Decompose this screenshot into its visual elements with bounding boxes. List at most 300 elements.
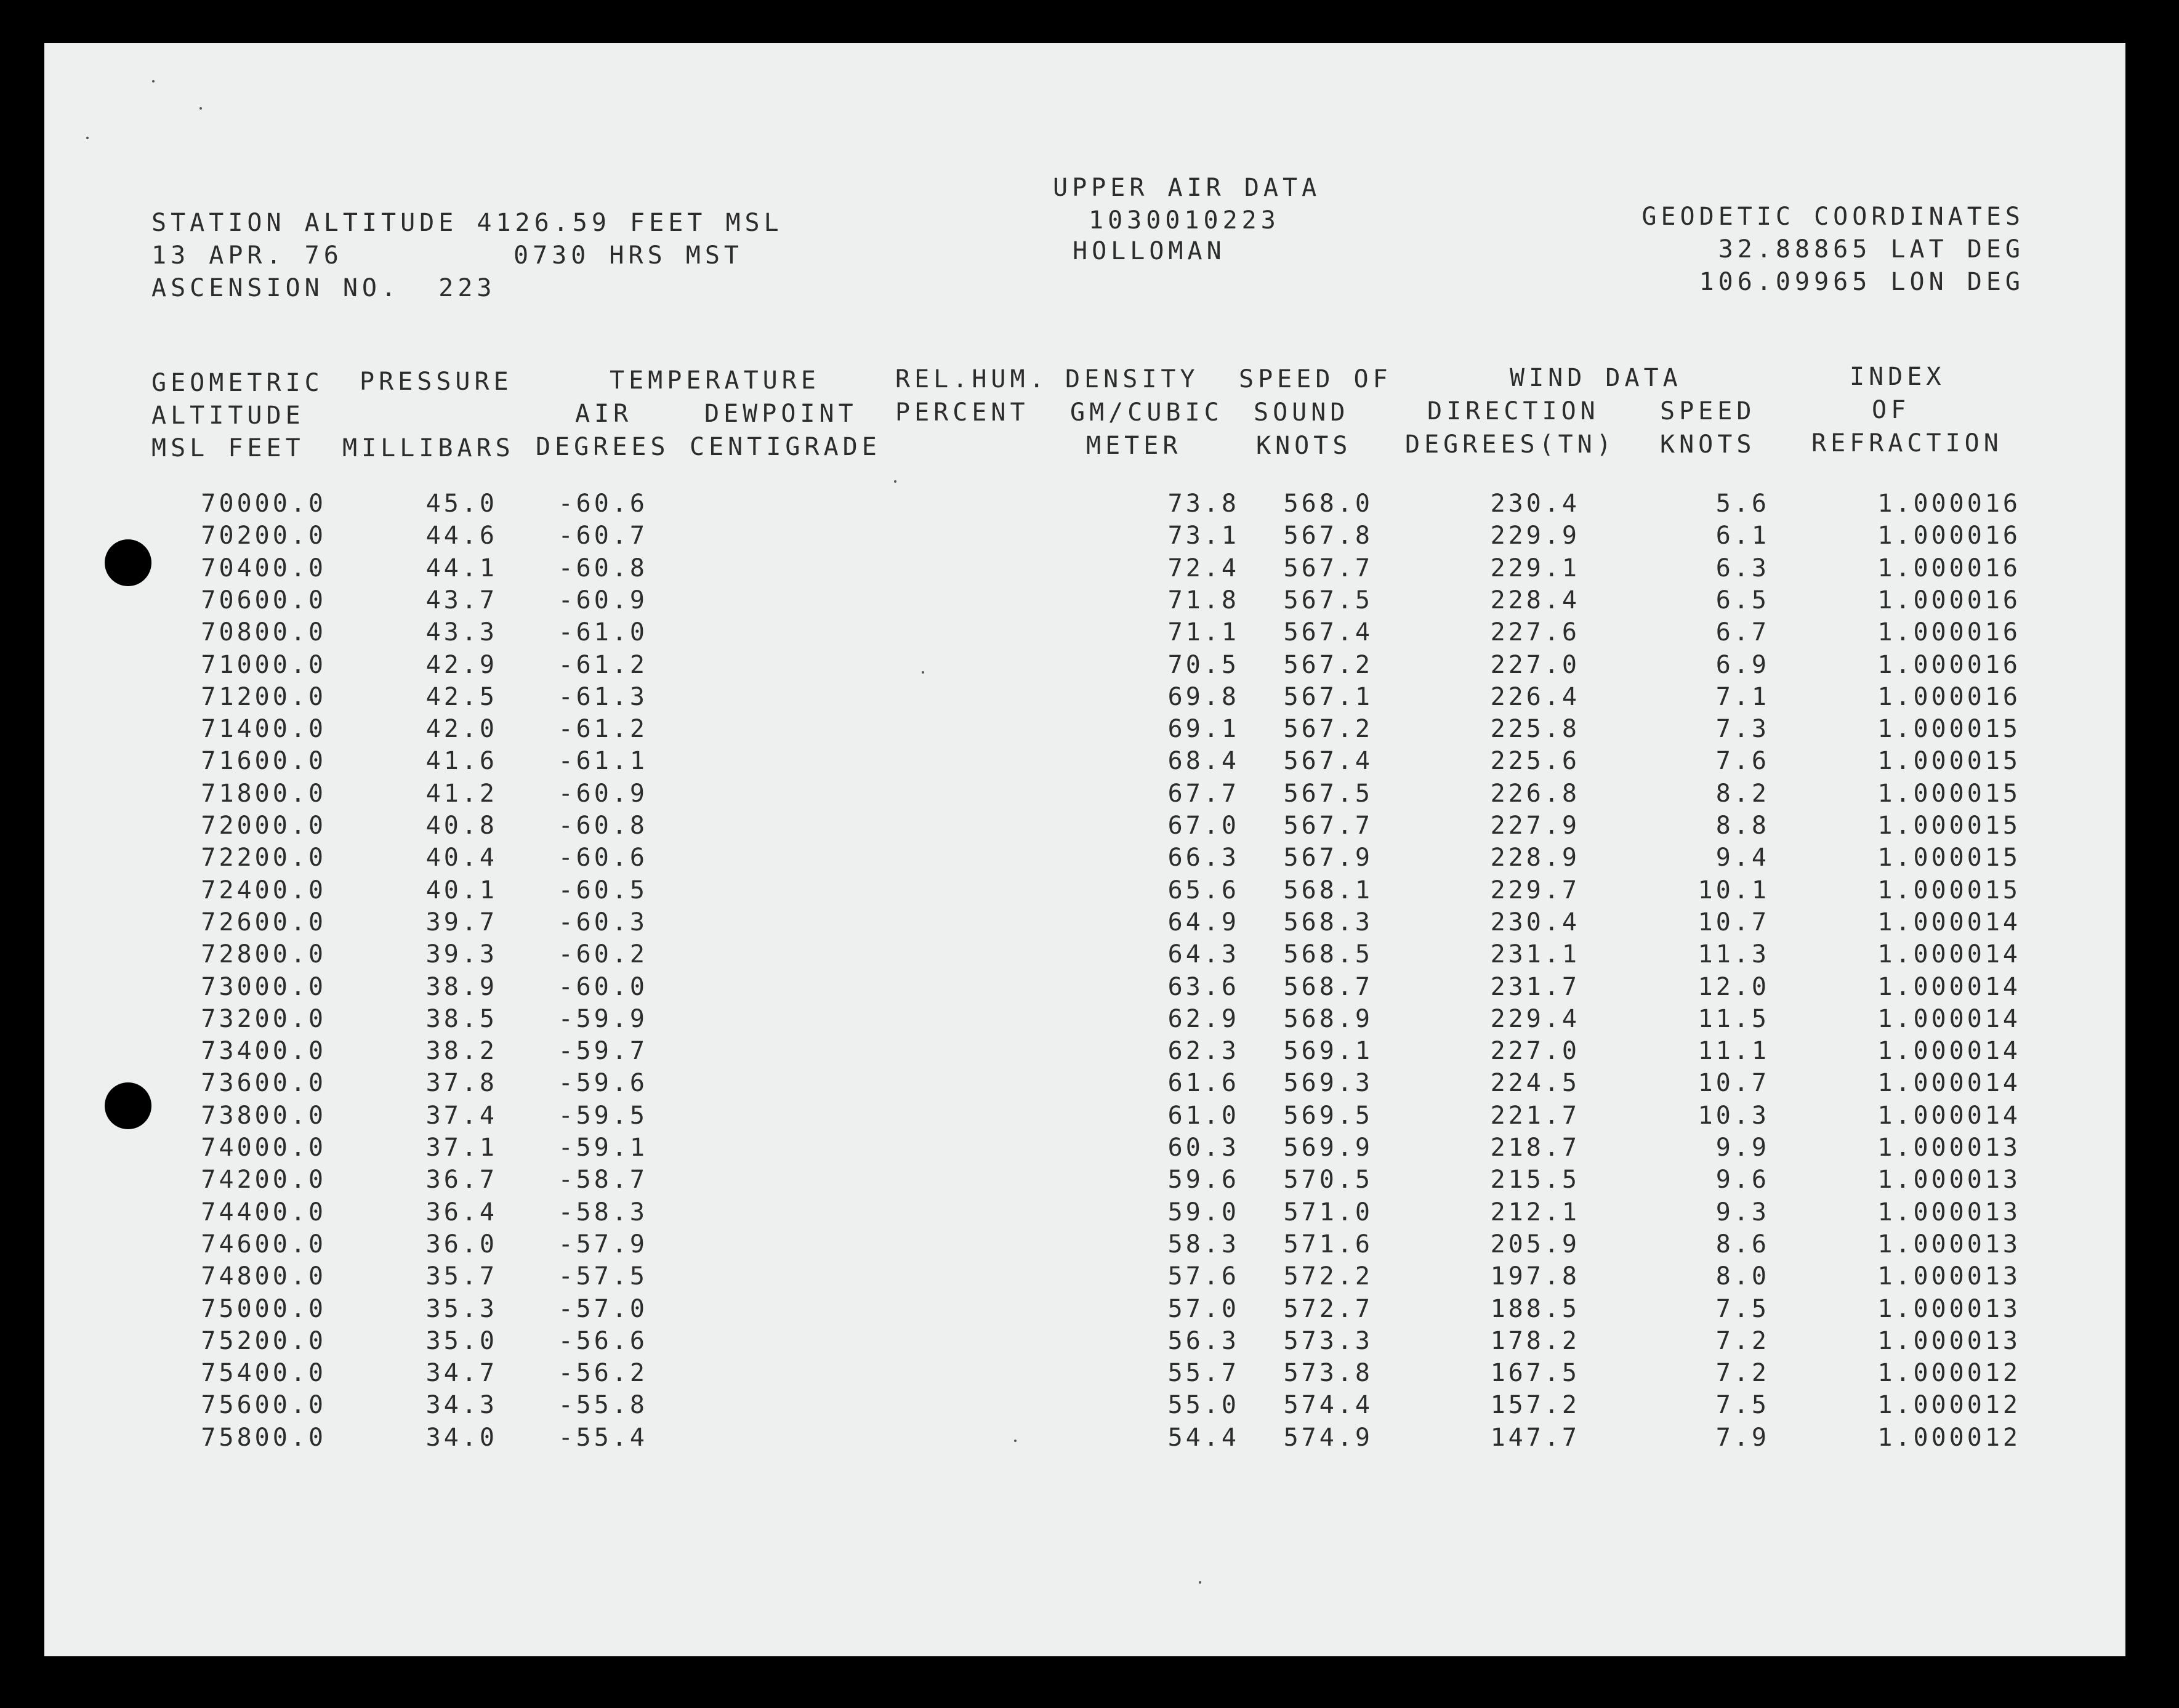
pressure-cell: 34.0	[425, 1423, 497, 1452]
refraction-index-cell: 1.000014	[1877, 1069, 2021, 1098]
sound-speed-cell: 567.1	[1283, 682, 1373, 711]
pressure-cell: 42.5	[425, 682, 497, 711]
wind-direction-cell: 221.7	[1490, 1101, 1580, 1130]
refraction-index-cell: 1.000016	[1877, 489, 2021, 518]
wind-speed-cell: 6.3	[1715, 554, 1770, 582]
sound-speed-cell: 568.7	[1283, 972, 1373, 1001]
refraction-index-cell: 1.000014	[1877, 1101, 2021, 1130]
altitude-cell: 75200.0	[201, 1326, 326, 1355]
col-density-3: METER	[1086, 432, 1182, 460]
refraction-index-cell: 1.000013	[1877, 1294, 2021, 1323]
col-sound-1: SPEED OF	[1239, 365, 1392, 393]
sound-speed-cell: 572.2	[1283, 1262, 1373, 1291]
altitude-cell: 72800.0	[201, 940, 326, 969]
density-cell: 54.4	[1167, 1423, 1239, 1452]
wind-speed-cell: 6.7	[1715, 618, 1770, 647]
pressure-cell: 44.6	[425, 522, 497, 550]
header-site-name: HOLLOMAN	[1073, 237, 1226, 265]
air-temp-cell: -60.6	[558, 489, 648, 518]
sound-speed-cell: 569.3	[1283, 1069, 1373, 1098]
altitude-cell: 72200.0	[201, 844, 326, 872]
wind-direction-cell: 230.4	[1490, 489, 1580, 518]
altitude-cell: 70600.0	[201, 586, 326, 614]
wind-speed-cell: 8.2	[1715, 779, 1770, 808]
wind-speed-cell: 12.0	[1698, 972, 1770, 1001]
col-index-3: REFRACTION	[1811, 429, 2003, 457]
air-temp-cell: -59.9	[558, 1004, 648, 1033]
altitude-cell: 74000.0	[201, 1134, 326, 1162]
refraction-index-cell: 1.000013	[1877, 1166, 2021, 1194]
pressure-cell: 37.1	[425, 1134, 497, 1162]
altitude-cell: 70000.0	[201, 489, 326, 518]
col-wind: WIND DATA	[1510, 364, 1682, 392]
pressure-cell: 38.9	[425, 972, 497, 1001]
sound-speed-cell: 567.4	[1283, 618, 1373, 647]
altitude-cell: 75400.0	[201, 1359, 326, 1388]
refraction-index-cell: 1.000012	[1877, 1391, 2021, 1420]
air-temp-cell: -61.2	[558, 650, 648, 679]
air-temp-cell: -61.2	[558, 715, 648, 744]
refraction-index-cell: 1.000014	[1877, 1004, 2021, 1033]
wind-direction-cell: 228.9	[1490, 844, 1580, 872]
wind-direction-cell: 197.8	[1490, 1262, 1580, 1291]
wind-direction-cell: 205.9	[1490, 1230, 1580, 1259]
table-row	[44, 813, 2125, 844]
altitude-cell: 71600.0	[201, 747, 326, 776]
sound-speed-cell: 567.5	[1283, 586, 1373, 614]
sound-speed-cell: 568.9	[1283, 1004, 1373, 1033]
header-station-code: 1030010223	[1089, 206, 1280, 235]
wind-direction-cell: 231.7	[1490, 972, 1580, 1001]
table-row	[44, 1167, 2125, 1198]
refraction-index-cell: 1.000016	[1877, 586, 2021, 614]
sound-speed-cell: 567.4	[1283, 747, 1373, 776]
col-relhum-2: PERCENT	[895, 398, 1029, 427]
table-row	[44, 682, 2125, 715]
wind-direction-cell: 167.5	[1490, 1359, 1580, 1388]
header-geodetic: GEODETIC COORDINATES	[1641, 203, 2024, 231]
altitude-cell: 73200.0	[201, 1004, 326, 1033]
wind-speed-cell: 7.1	[1715, 682, 1770, 711]
wind-speed-cell: 10.1	[1698, 876, 1770, 904]
refraction-index-cell: 1.000015	[1877, 876, 2021, 904]
table-row	[44, 972, 2125, 1005]
density-cell: 59.6	[1167, 1166, 1239, 1194]
density-cell: 57.6	[1167, 1262, 1239, 1291]
pressure-cell: 42.0	[425, 715, 497, 744]
density-cell: 70.5	[1167, 650, 1239, 679]
air-temp-cell: -60.2	[558, 940, 648, 969]
col-sound-2: SOUND	[1254, 398, 1350, 427]
pressure-cell: 40.8	[425, 812, 497, 840]
refraction-index-cell: 1.000014	[1877, 908, 2021, 937]
pressure-cell: 36.7	[425, 1166, 497, 1194]
pressure-cell: 44.1	[425, 554, 497, 582]
col-relhum-1: REL.HUM.	[895, 365, 1049, 393]
pressure-cell: 43.7	[425, 586, 497, 614]
col-direction-1: DIRECTION	[1427, 397, 1600, 425]
refraction-index-cell: 1.000013	[1877, 1326, 2021, 1355]
altitude-cell: 73000.0	[201, 972, 326, 1001]
table-row	[44, 878, 2125, 909]
header-latitude: 32.88865 LAT DEG	[1718, 235, 2024, 264]
sound-speed-cell: 567.9	[1283, 844, 1373, 872]
refraction-index-cell: 1.000012	[1877, 1423, 2021, 1452]
refraction-index-cell: 1.000013	[1877, 1134, 2021, 1162]
air-temp-cell: -56.6	[558, 1326, 648, 1355]
air-temp-cell: -60.0	[558, 972, 648, 1001]
table-row	[44, 749, 2125, 779]
density-cell: 61.6	[1167, 1069, 1239, 1098]
header-upper-air: UPPER AIR DATA	[1053, 174, 1321, 202]
col-temperature: TEMPERATURE	[610, 366, 820, 395]
density-cell: 55.0	[1167, 1391, 1239, 1420]
table-row	[44, 1393, 2125, 1424]
density-cell: 63.6	[1167, 972, 1239, 1001]
wind-direction-cell: 225.8	[1490, 715, 1580, 744]
altitude-cell: 73600.0	[201, 1069, 326, 1098]
col-dewpoint-1: DEWPOINT	[704, 400, 858, 428]
table-row	[44, 1425, 2125, 1456]
header-date: 13 APR. 76	[151, 241, 343, 270]
altitude-cell: 70400.0	[201, 554, 326, 582]
air-temp-cell: -55.8	[558, 1391, 648, 1420]
density-cell: 55.7	[1167, 1359, 1239, 1388]
pressure-cell: 36.0	[425, 1230, 497, 1259]
pressure-cell: 40.4	[425, 844, 497, 872]
air-temp-cell: -59.1	[558, 1134, 648, 1162]
wind-speed-cell: 10.7	[1698, 1069, 1770, 1098]
pressure-cell: 38.5	[425, 1004, 497, 1033]
table-row	[44, 556, 2125, 587]
wind-speed-cell: 7.9	[1715, 1423, 1770, 1452]
sound-speed-cell: 571.0	[1283, 1198, 1373, 1227]
sound-speed-cell: 567.2	[1283, 715, 1373, 744]
density-cell: 57.0	[1167, 1294, 1239, 1323]
altitude-cell: 73400.0	[201, 1037, 326, 1066]
altitude-cell: 71800.0	[201, 779, 326, 808]
refraction-index-cell: 1.000016	[1877, 650, 2021, 679]
header-time: 0730 HRS MST	[514, 241, 743, 270]
wind-speed-cell: 7.5	[1715, 1294, 1770, 1323]
wind-direction-cell: 225.6	[1490, 747, 1580, 776]
col-speed-2: KNOTS	[1660, 430, 1756, 459]
col-geometric-1: GEOMETRIC	[151, 369, 324, 397]
altitude-cell: 72000.0	[201, 812, 326, 840]
refraction-index-cell: 1.000016	[1877, 618, 2021, 647]
wind-speed-cell: 5.6	[1715, 489, 1770, 518]
air-temp-cell: -57.9	[558, 1230, 648, 1259]
density-cell: 62.9	[1167, 1004, 1239, 1033]
pressure-cell: 37.8	[425, 1069, 497, 1098]
wind-speed-cell: 11.1	[1698, 1037, 1770, 1066]
sound-speed-cell: 569.9	[1283, 1134, 1373, 1162]
pressure-cell: 35.0	[425, 1326, 497, 1355]
density-cell: 68.4	[1167, 747, 1239, 776]
altitude-cell: 75000.0	[201, 1294, 326, 1323]
pressure-cell: 41.6	[425, 747, 497, 776]
pressure-cell: 43.3	[425, 618, 497, 647]
altitude-cell: 72600.0	[201, 908, 326, 937]
density-cell: 73.8	[1167, 489, 1239, 518]
wind-speed-cell: 8.0	[1715, 1262, 1770, 1291]
density-cell: 71.1	[1167, 618, 1239, 647]
table-row	[44, 1200, 2125, 1231]
air-temp-cell: -55.4	[558, 1423, 648, 1452]
wind-speed-cell: 10.7	[1698, 908, 1770, 937]
altitude-cell: 71400.0	[201, 715, 326, 744]
wind-direction-cell: 226.4	[1490, 682, 1580, 711]
refraction-index-cell: 1.000015	[1877, 747, 2021, 776]
refraction-index-cell: 1.000013	[1877, 1230, 2021, 1259]
wind-direction-cell: 227.0	[1490, 1037, 1580, 1066]
pressure-cell: 37.4	[425, 1101, 497, 1130]
wind-direction-cell: 218.7	[1490, 1134, 1580, 1162]
wind-direction-cell: 215.5	[1490, 1166, 1580, 1194]
wind-speed-cell: 11.5	[1698, 1004, 1770, 1033]
refraction-index-cell: 1.000015	[1877, 715, 2021, 744]
wind-direction-cell: 228.4	[1490, 586, 1580, 614]
table-row	[44, 650, 2125, 683]
density-cell: 61.0	[1167, 1101, 1239, 1130]
table-row	[44, 910, 2125, 941]
wind-speed-cell: 8.8	[1715, 812, 1770, 840]
table-row	[44, 491, 2125, 522]
sound-speed-cell: 569.1	[1283, 1037, 1373, 1066]
pressure-cell: 35.7	[425, 1262, 497, 1291]
refraction-index-cell: 1.000014	[1877, 972, 2021, 1001]
wind-speed-cell: 11.3	[1698, 940, 1770, 969]
refraction-index-cell: 1.000013	[1877, 1198, 2021, 1227]
air-temp-cell: -56.2	[558, 1359, 648, 1388]
table-row	[44, 1294, 2125, 1327]
col-density-2: GM/CUBIC	[1070, 398, 1223, 427]
refraction-index-cell: 1.000016	[1877, 554, 2021, 582]
density-cell: 66.3	[1167, 844, 1239, 872]
pressure-cell: 34.7	[425, 1359, 497, 1388]
altitude-cell: 70200.0	[201, 522, 326, 550]
air-temp-cell: -61.3	[558, 682, 648, 711]
wind-speed-cell: 9.9	[1715, 1134, 1770, 1162]
printout-sheet	[44, 43, 2125, 1656]
wind-speed-cell: 6.1	[1715, 522, 1770, 550]
sound-speed-cell: 567.7	[1283, 554, 1373, 582]
wind-direction-cell: 157.2	[1490, 1391, 1580, 1420]
wind-direction-cell: 227.6	[1490, 618, 1580, 647]
pressure-cell: 36.4	[425, 1198, 497, 1227]
sound-speed-cell: 567.5	[1283, 779, 1373, 808]
sound-speed-cell: 568.5	[1283, 940, 1373, 969]
refraction-index-cell: 1.000015	[1877, 779, 2021, 808]
wind-direction-cell: 147.7	[1490, 1423, 1580, 1452]
table-row	[44, 1071, 2125, 1102]
air-temp-cell: -61.1	[558, 747, 648, 776]
wind-speed-cell: 7.2	[1715, 1359, 1770, 1388]
density-cell: 64.3	[1167, 940, 1239, 969]
wind-speed-cell: 10.3	[1698, 1101, 1770, 1130]
altitude-cell: 74200.0	[201, 1166, 326, 1194]
wind-speed-cell: 7.2	[1715, 1326, 1770, 1355]
sound-speed-cell: 574.4	[1283, 1391, 1373, 1420]
air-temp-cell: -60.9	[558, 586, 648, 614]
density-cell: 73.1	[1167, 522, 1239, 550]
density-cell: 67.0	[1167, 812, 1239, 840]
altitude-cell: 75600.0	[201, 1391, 326, 1420]
wind-speed-cell: 6.5	[1715, 586, 1770, 614]
sound-speed-cell: 571.6	[1283, 1230, 1373, 1259]
wind-direction-cell: 188.5	[1490, 1294, 1580, 1323]
air-temp-cell: -59.5	[558, 1101, 648, 1130]
refraction-index-cell: 1.000012	[1877, 1359, 2021, 1388]
wind-direction-cell: 227.9	[1490, 812, 1580, 840]
altitude-cell: 72400.0	[201, 876, 326, 904]
altitude-cell: 74800.0	[201, 1262, 326, 1291]
col-pressure-2: MILLIBARS	[342, 434, 515, 462]
pressure-cell: 39.3	[425, 940, 497, 969]
col-geometric-3: MSL FEET	[151, 434, 305, 462]
air-temp-cell: -60.8	[558, 812, 648, 840]
wind-direction-cell: 178.2	[1490, 1326, 1580, 1355]
pressure-cell: 38.2	[425, 1037, 497, 1066]
wind-speed-cell: 7.3	[1715, 715, 1770, 744]
air-temp-cell: -60.5	[558, 876, 648, 904]
density-cell: 69.1	[1167, 715, 1239, 744]
table-row	[44, 1232, 2125, 1263]
sound-speed-cell: 568.1	[1283, 876, 1373, 904]
density-cell: 64.9	[1167, 908, 1239, 937]
table-row	[44, 845, 2125, 876]
altitude-cell: 74400.0	[201, 1198, 326, 1227]
density-cell: 62.3	[1167, 1037, 1239, 1066]
density-cell: 71.8	[1167, 586, 1239, 614]
table-row	[44, 717, 2125, 747]
wind-direction-cell: 229.1	[1490, 554, 1580, 582]
table-row	[44, 1361, 2125, 1392]
col-air-2: DEGREES	[536, 433, 670, 461]
refraction-index-cell: 1.000015	[1877, 844, 2021, 872]
wind-speed-cell: 8.6	[1715, 1230, 1770, 1259]
air-temp-cell: -60.9	[558, 779, 648, 808]
altitude-cell: 73800.0	[201, 1101, 326, 1130]
col-air-1: AIR	[575, 400, 633, 428]
table-row	[44, 523, 2125, 554]
sound-speed-cell: 570.5	[1283, 1166, 1373, 1194]
refraction-index-cell: 1.000016	[1877, 522, 2021, 550]
altitude-cell: 70800.0	[201, 618, 326, 647]
col-index-1: INDEX	[1850, 363, 1946, 391]
header-ascension: ASCENSION NO. 223	[151, 274, 496, 302]
table-row	[44, 1135, 2125, 1166]
air-temp-cell: -60.7	[558, 522, 648, 550]
air-temp-cell: -59.6	[558, 1069, 648, 1098]
table-row	[44, 588, 2125, 619]
wind-direction-cell: 227.0	[1490, 650, 1580, 679]
header-longitude: 106.09965 LON DEG	[1699, 268, 2024, 296]
header-station-altitude: STATION ALTITUDE 4126.59 FEET MSL	[151, 209, 783, 237]
table-row	[44, 781, 2125, 812]
col-geometric-2: ALTITUDE	[151, 401, 305, 430]
sound-speed-cell: 569.5	[1283, 1101, 1373, 1130]
altitude-cell: 75800.0	[201, 1423, 326, 1452]
density-cell: 58.3	[1167, 1230, 1239, 1259]
table-row	[44, 942, 2125, 973]
density-cell: 60.3	[1167, 1134, 1239, 1162]
wind-speed-cell: 7.5	[1715, 1391, 1770, 1420]
wind-direction-cell: 224.5	[1490, 1069, 1580, 1098]
sound-speed-cell: 567.8	[1283, 522, 1373, 550]
air-temp-cell: -58.7	[558, 1166, 648, 1194]
pressure-cell: 42.9	[425, 650, 497, 679]
wind-speed-cell: 7.6	[1715, 747, 1770, 776]
density-cell: 59.0	[1167, 1198, 1239, 1227]
density-cell: 67.7	[1167, 779, 1239, 808]
sound-speed-cell: 568.0	[1283, 489, 1373, 518]
wind-speed-cell: 6.9	[1715, 650, 1770, 679]
wind-direction-cell: 226.8	[1490, 779, 1580, 808]
table-row	[44, 1326, 2125, 1360]
wind-direction-cell: 230.4	[1490, 908, 1580, 937]
col-direction-2: DEGREES(TN)	[1405, 430, 1616, 459]
air-temp-cell: -57.5	[558, 1262, 648, 1291]
wind-direction-cell: 229.9	[1490, 522, 1580, 550]
sound-speed-cell: 567.2	[1283, 650, 1373, 679]
pressure-cell: 40.1	[425, 876, 497, 904]
col-sound-3: KNOTS	[1256, 432, 1352, 460]
table-row	[44, 1264, 2125, 1295]
air-temp-cell: -61.0	[558, 618, 648, 647]
wind-direction-cell: 229.4	[1490, 1004, 1580, 1033]
sound-speed-cell: 572.7	[1283, 1294, 1373, 1323]
col-pressure-1: PRESSURE	[360, 368, 513, 396]
refraction-index-cell: 1.000013	[1877, 1262, 2021, 1291]
table-row	[44, 1004, 2125, 1037]
refraction-index-cell: 1.000016	[1877, 682, 2021, 711]
pressure-cell: 39.7	[425, 908, 497, 937]
air-temp-cell: -60.3	[558, 908, 648, 937]
data-table	[44, 43, 2125, 1656]
pressure-cell: 35.3	[425, 1294, 497, 1323]
air-temp-cell: -58.3	[558, 1198, 648, 1227]
air-temp-cell: -59.7	[558, 1037, 648, 1066]
sound-speed-cell: 573.3	[1283, 1326, 1373, 1355]
pressure-cell: 34.3	[425, 1391, 497, 1420]
sound-speed-cell: 573.8	[1283, 1359, 1373, 1388]
density-cell: 72.4	[1167, 554, 1239, 582]
altitude-cell: 71200.0	[201, 682, 326, 711]
density-cell: 65.6	[1167, 876, 1239, 904]
pressure-cell: 41.2	[425, 779, 497, 808]
air-temp-cell: -57.0	[558, 1294, 648, 1323]
sound-speed-cell: 568.3	[1283, 908, 1373, 937]
wind-speed-cell: 9.3	[1715, 1198, 1770, 1227]
wind-direction-cell: 229.7	[1490, 876, 1580, 904]
air-temp-cell: -60.8	[558, 554, 648, 582]
density-cell: 56.3	[1167, 1326, 1239, 1355]
wind-direction-cell: 231.1	[1490, 940, 1580, 969]
wind-speed-cell: 9.4	[1715, 844, 1770, 872]
refraction-index-cell: 1.000015	[1877, 812, 2021, 840]
col-dewpoint-2: CENTIGRADE	[690, 433, 881, 461]
wind-speed-cell: 9.6	[1715, 1166, 1770, 1194]
table-row	[44, 1103, 2125, 1134]
refraction-index-cell: 1.000014	[1877, 940, 2021, 969]
col-speed-1: SPEED	[1660, 397, 1756, 425]
air-temp-cell: -60.6	[558, 844, 648, 872]
sound-speed-cell: 574.9	[1283, 1423, 1373, 1452]
altitude-cell: 74600.0	[201, 1230, 326, 1259]
table-row	[44, 620, 2125, 651]
pressure-cell: 45.0	[425, 489, 497, 518]
